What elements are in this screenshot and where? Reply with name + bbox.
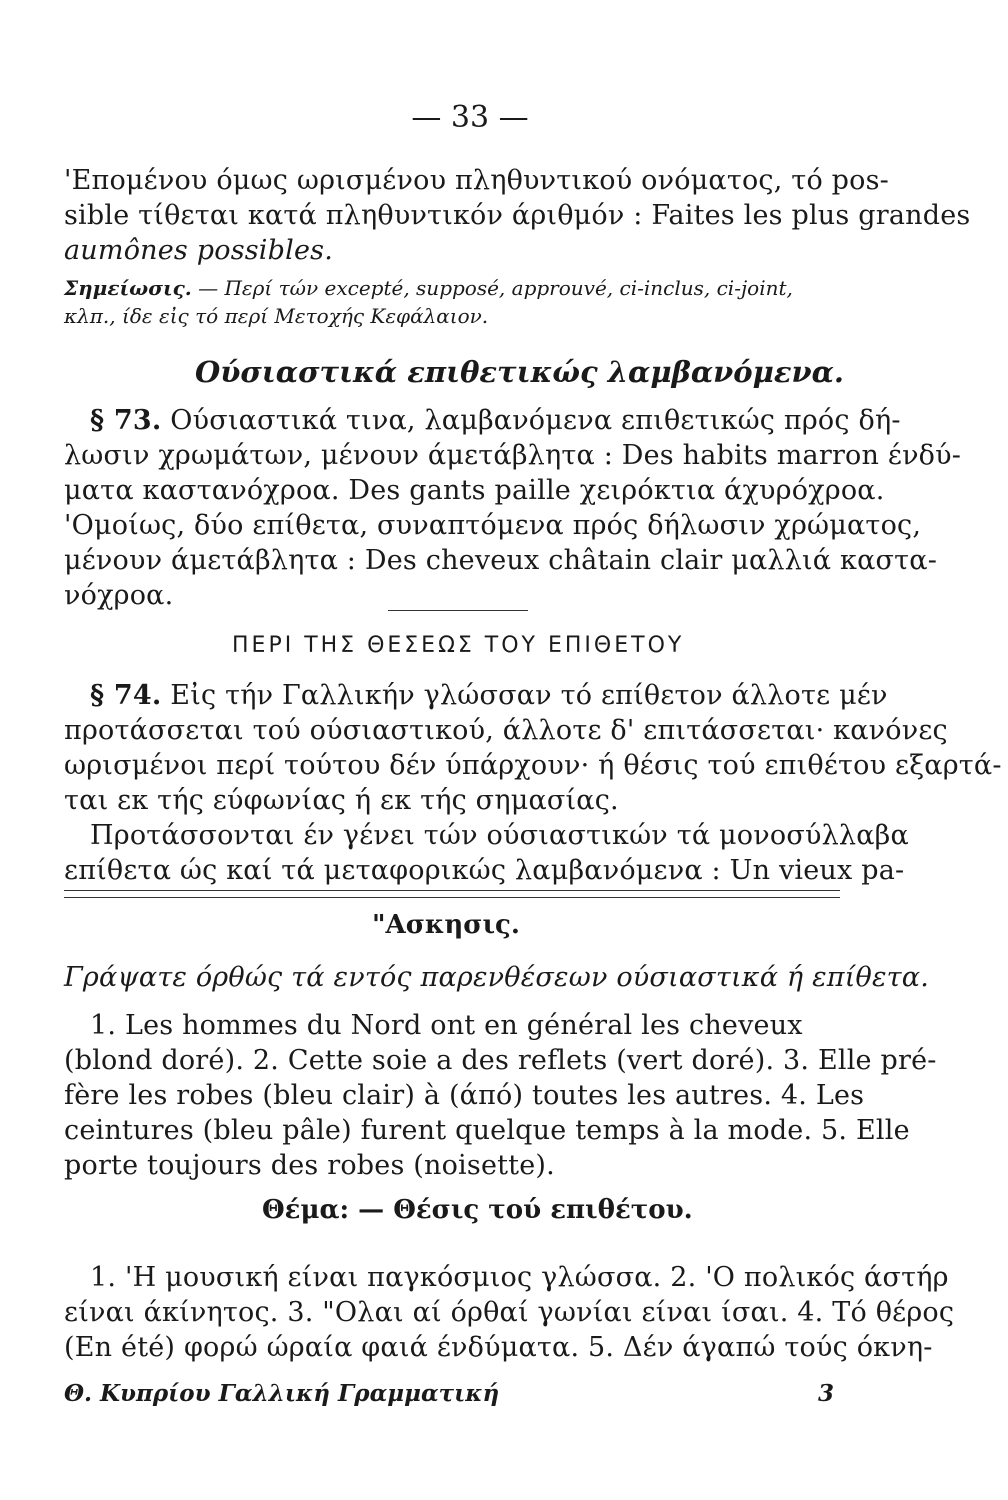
paragraph-line: νόχροα.	[64, 580, 174, 611]
paragraph-line: aumônes possibles.	[64, 235, 333, 266]
paragraph-line: ματα καστανόχροα. Des gants paille χειρόκτια άχυρόχροα.	[64, 475, 885, 506]
exercise-instruction: Γράψατε όρθώς τά εντός παρενθέσεων ούσιαστικά ή επίθετα.	[64, 962, 930, 993]
divider	[64, 890, 840, 891]
paragraph-line: προτάσσεται τού ούσιαστικού, άλλοτε δ' επιτάσσεται· κανόνες	[64, 715, 948, 746]
theme-line: (En été) φορώ ώραία φαιά ένδύματα. 5. Δέν άγαπώ τούς όκνη-	[64, 1332, 933, 1363]
caps-heading: ΠΕΡΙ ΤΗΣ ΘΕΣΕΩΣ ΤΟΥ ΕΠΙΘΕΤΟΥ	[232, 633, 685, 658]
paragraph-line	[90, 680, 888, 711]
theme-heading: Θέμα: — Θέσις τού επιθέτου.	[262, 1195, 693, 1225]
paragraph-line: 'Επομένου όμως ωρισμένου πληθυντικού ονόματος, τό pos-	[64, 165, 890, 196]
note-text: — Περί τών excepté, supposé, approuvé, ci-inclus, ci-joint,	[191, 276, 793, 300]
divider	[388, 610, 528, 611]
exercise-line: 1. Les hommes du Nord ont en général les cheveux	[90, 1010, 803, 1041]
paragraph-line: επίθετα ώς καί τά μεταφορικώς λαμβανόμενα : Un vieux pa-	[64, 855, 905, 886]
divider	[64, 897, 840, 898]
exercise-line: ceintures (bleu pâle) furent quelque temps à la mode. 5. Elle	[64, 1115, 910, 1146]
paragraph-line: Προτάσσονται έν γένει τών ούσιαστικών τά μονοσύλλαβα	[90, 820, 909, 851]
footer-signature: 3	[818, 1380, 835, 1407]
exercise-line: fère les robes (bleu clair) à (άπό) toutes les autres. 4. Les	[64, 1080, 865, 1111]
exercise-line: (blond doré). 2. Cette soie a des reflets (vert doré). 3. Elle pré-	[64, 1045, 937, 1076]
note-line: κλπ., ίδε εἰς τό περί Μετοχής Κεφάλαιον.	[64, 304, 489, 328]
paragraph-line: sible τίθεται κατά πληθυντικόν άριθμόν : Faites les plus grandes	[64, 200, 971, 231]
paragraph-line	[90, 405, 901, 436]
section-heading: Ούσιαστικά επιθετικώς λαμβανόμενα.	[195, 355, 845, 389]
section-number: § 74.	[90, 680, 162, 711]
paragraph-line: ται εκ τής εύφωνίας ή εκ τής σημασίας.	[64, 785, 619, 816]
footer-title: Θ. Κυπρίου Γαλλική Γραμματική	[64, 1380, 500, 1407]
paragraph-text: Εἰς τήν Γαλλικήν γλώσσαν τό επίθετον άλλοτε μέν	[161, 680, 888, 711]
page-number: — 33 —	[411, 100, 529, 135]
paragraph-line: μένουν άμετάβλητα : Des cheveux châtain clair μαλλιά καστα-	[64, 545, 938, 576]
exercise-line: porte toujours des robes (noisette).	[64, 1150, 555, 1181]
paragraph-line: 'Ομοίως, δύο επίθετα, συναπτόμενα πρός δήλωσιν χρώματος,	[64, 510, 922, 541]
paragraph-line: ωρισμένοι περί τούτου δέν ύπάρχουν· ή θέσις τού επιθέτου εξαρτά-	[64, 750, 1002, 781]
paragraph-text: Ούσιαστικά τινα, λαμβανόμενα επιθετικώς πρός δή-	[161, 405, 901, 436]
theme-line: είναι άκίνητος. 3. "Ολαι αί όρθαί γωνίαι είναι ίσαι. 4. Τό θέρος	[64, 1297, 955, 1328]
theme-line: 1. 'Η μουσική είναι παγκόσμιος γλώσσα. 2. 'Ο πολικός άστήρ	[90, 1262, 949, 1293]
note-label: Σημείωσις.	[64, 276, 192, 300]
exercise-heading: "Ασκησις.	[372, 910, 520, 940]
section-number: § 73.	[90, 405, 162, 436]
paragraph-line: λωσιν χρωμάτων, μένουν άμετάβλητα : Des habits marron ένδύ-	[64, 440, 962, 471]
note-line	[64, 276, 793, 300]
